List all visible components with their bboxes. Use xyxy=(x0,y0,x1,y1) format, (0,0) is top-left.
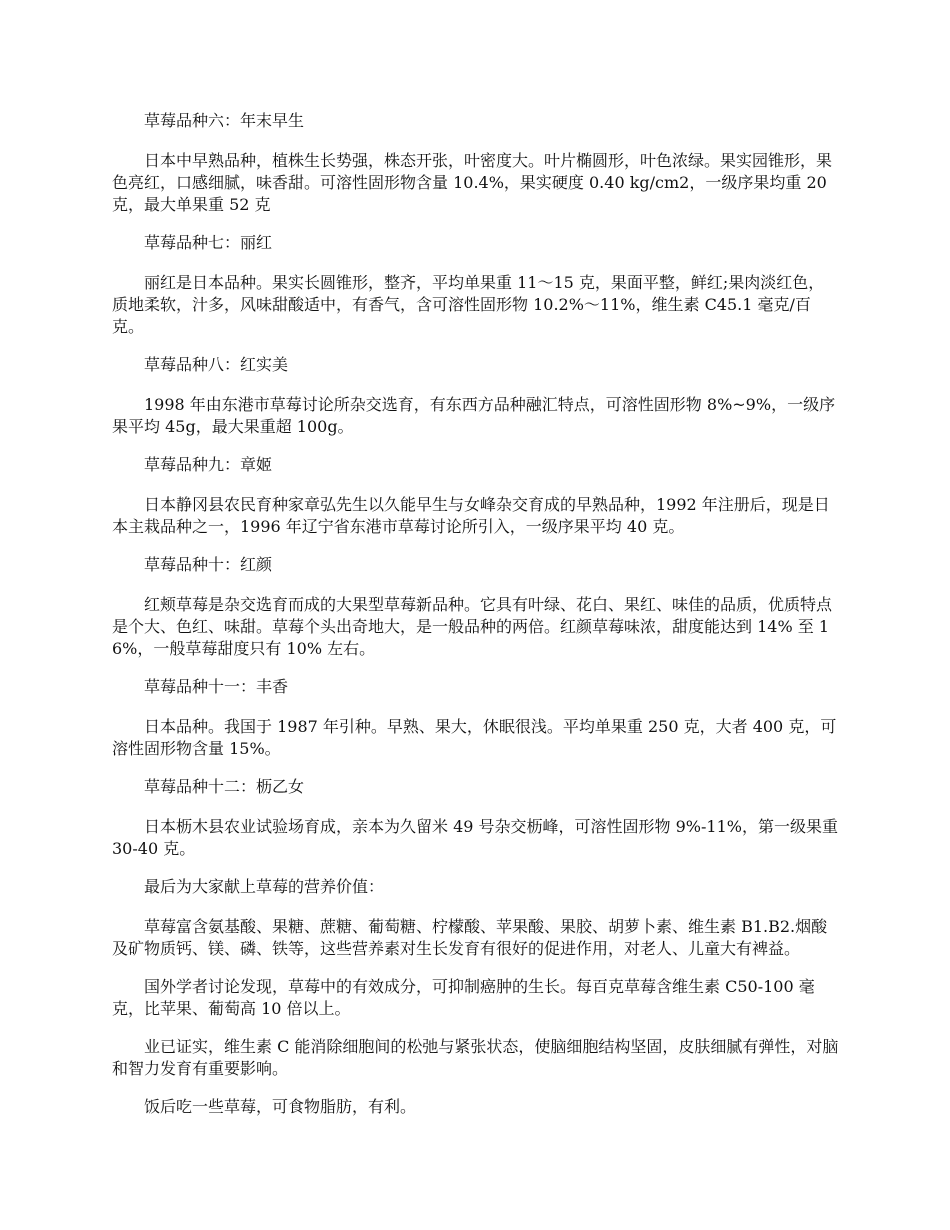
variety-heading-11: 草莓品种十一：丰香 xyxy=(144,677,289,696)
variety-description-12: 日本枥木县农业试验场育成，亲本为久留米 49 号杂交枥峰，可溶性固形物 9%-11%，第一级果重 30-40 克。 xyxy=(112,817,838,858)
variety-heading-9: 草莓品种九：章姬 xyxy=(144,455,273,474)
variety-heading-8: 草莓品种八：红实美 xyxy=(144,355,289,374)
variety-description-8: 1998 年由东港市草莓讨论所杂交选育，有东西方品种融汇特点，可溶性固形物 8%~9%，一级序果平均 45g，最大果重超 100g。 xyxy=(112,395,836,436)
document-page xyxy=(112,110,840,1134)
variety-heading-7: 草莓品种七：丽红 xyxy=(144,233,273,252)
variety-description-10: 红颊草莓是杂交选育而成的大果型草莓新品种。它具有叶绿、花白、果红、味佳的品质，优质特点是个大、色红、味甜。草莓个头出奇地大，是一般品种的两倍。红颜草莓味浓，甜度能达到 14% 至 16%，一般草莓甜度只有 10% 左右。 xyxy=(112,595,833,658)
variety-heading-12: 草莓品种十二：枥乙女 xyxy=(144,777,305,796)
nutrition-intro-heading: 最后为大家献上草莓的营养价值： xyxy=(144,877,385,896)
variety-heading-6: 草莓品种六：年末早生 xyxy=(144,111,305,130)
variety-heading-10: 草莓品种十：红颜 xyxy=(144,555,273,574)
nutrition-paragraph-1: 草莓富含氨基酸、果糖、蔗糖、葡萄糖、柠檬酸、苹果酸、果胶、胡萝卜素、维生素 B1.B2.烟酸及矿物质钙、镁、磷、铁等，这些营养素对生长发育有很好的促进作用，对老人、儿童大有裨益。 xyxy=(112,917,828,958)
variety-description-7: 丽红是日本品种。果实长圆锥形，整齐，平均单果重 11～15 克，果面平整，鲜红;果肉淡红色，质地柔软，汁多，风味甜酸适中，有香气，含可溶性固形物 10.2%～11%，维生素 C45.1 毫克/百克。 xyxy=(112,273,825,336)
nutrition-paragraph-3: 业已证实，维生素 C 能消除细胞间的松弛与紧张状态，使脑细胞结构坚固，皮肤细腻有弹性，对脑和智力发育有重要影响。 xyxy=(112,1037,839,1078)
variety-description-6: 日本中早熟品种，植株生长势强，株态开张，叶密度大。叶片椭圆形，叶色浓绿。果实园锥形，果色亮红，口感细腻，味香甜。可溶性固形物含量 10.4%，果实硬度 0.40 kg/cm2，一级序果均重 20 克，最大单果重 52 克 xyxy=(112,151,833,214)
variety-description-11: 日本品种。我国于 1987 年引种。早熟、果大，休眠很浅。平均单果重 250 克，大者 400 克，可溶性固形物含量 15%。 xyxy=(112,717,837,758)
variety-description-9: 日本静冈县农民育种家章弘先生以久能早生与女峰杂交育成的早熟品种，1992 年注册后，现是日本主栽品种之一，1996 年辽宁省东港市草莓讨论所引入，一级序果平均 40 克。 xyxy=(112,495,830,536)
nutrition-paragraph-2: 国外学者讨论发现，草莓中的有效成分，可抑制癌肿的生长。每百克草莓含维生素 C50-100 毫克，比苹果、葡萄高 10 倍以上。 xyxy=(112,977,815,1018)
nutrition-paragraph-4: 饭后吃一些草莓，可食物脂肪，有利。 xyxy=(144,1097,417,1116)
